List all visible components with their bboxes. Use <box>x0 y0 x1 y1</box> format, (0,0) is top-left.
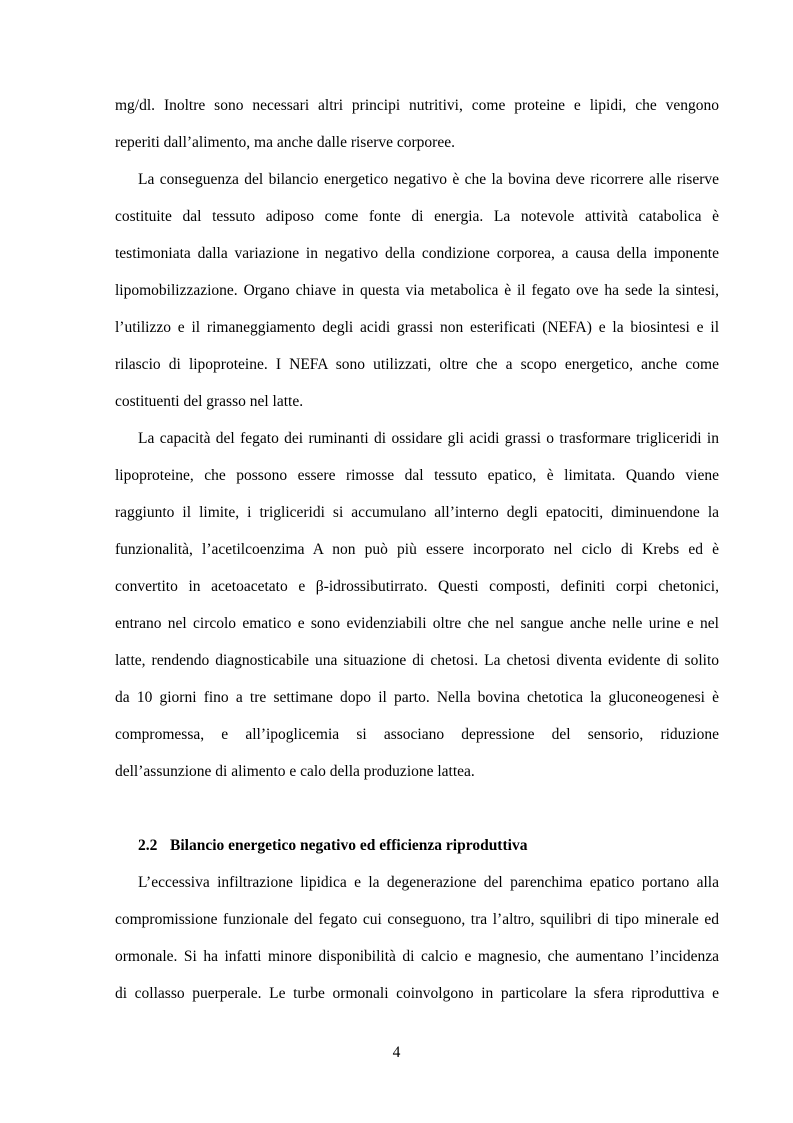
page-number: 4 <box>392 1044 401 1061</box>
text-line: costituite dal tessuto adiposo come fonte di energia. La notevole attività catabolica è <box>115 208 719 225</box>
text-line: La conseguenza del bilancio energetico negativo è che la bovina deve ricorrere alle riserve <box>138 171 719 188</box>
text-line: di collasso puerperale. Le turbe ormonali coinvolgono in particolare la sfera riproduttiva e <box>115 985 719 1002</box>
section-number: 2.2 <box>138 837 158 854</box>
section-heading <box>115 827 719 864</box>
text-line: latte, rendendo diagnosticabile una situazione di chetosi. La chetosi diventa evidente di solito <box>115 652 719 669</box>
page-body <box>115 87 719 1012</box>
text-line: rilascio di lipoproteine. I NEFA sono utilizzati, oltre che a scopo energetico, anche come <box>115 356 719 373</box>
text-line: funzionalità, l’acetilcoenzima A non può più essere incorporato nel ciclo di Krebs ed è <box>115 541 719 558</box>
text-line: da 10 giorni fino a tre settimane dopo il parto. Nella bovina chetotica la gluconeogenesi è <box>115 689 719 706</box>
text-line: convertito in acetoacetato e β-idrossibutirrato. Questi composti, definiti corpi chetonici, <box>115 578 719 595</box>
text-line: L’eccessiva infiltrazione lipidica e la degenerazione del parenchima epatico portano alla <box>138 874 719 891</box>
text-line: lipoproteine, che possono essere rimosse dal tessuto epatico, è limitata. Quando viene <box>115 467 719 484</box>
text-line: entrano nel circolo ematico e sono evidenziabili oltre che nel sangue anche nelle urine e nel <box>115 615 719 632</box>
text-line: mg/dl. Inoltre sono necessari altri principi nutritivi, come proteine e lipidi, che vengono <box>115 97 719 114</box>
text-line: costituenti del grasso nel latte. <box>115 393 304 410</box>
text-line: La capacità del fegato dei ruminanti di ossidare gli acidi grassi o trasformare trigliceridi in <box>138 430 719 447</box>
section-spacer <box>115 790 719 827</box>
section-title: Bilancio energetico negativo ed efficienza riproduttiva <box>170 837 528 854</box>
text-line: reperiti dall’alimento, ma anche dalle riserve corporee. <box>115 134 455 151</box>
text-line: lipomobilizzazione. Organo chiave in questa via metabolica è il fegato ove ha sede la sintesi, <box>115 282 719 299</box>
text-line: l’utilizzo e il rimaneggiamento degli acidi grassi non esterificati (NEFA) e la biosintesi e il <box>115 319 719 336</box>
text-line: raggiunto il limite, i trigliceridi si accumulano all’interno degli epatociti, diminuendone la <box>115 504 719 521</box>
text-line: dell’assunzione di alimento e calo della produzione lattea. <box>115 763 475 780</box>
text-line: compromissione funzionale del fegato cui conseguono, tra l’altro, squilibri di tipo minerale ed <box>115 911 719 928</box>
text-line: testimoniata dalla variazione in negativo della condizione corporea, a causa della imponente <box>115 245 719 262</box>
text-line: ormonale. Si ha infatti minore disponibilità di calcio e magnesio, che aumentano l’incidenza <box>115 948 719 965</box>
text-line: compromessa, e all’ipoglicemia si associano depressione del sensorio, riduzione <box>115 726 719 743</box>
